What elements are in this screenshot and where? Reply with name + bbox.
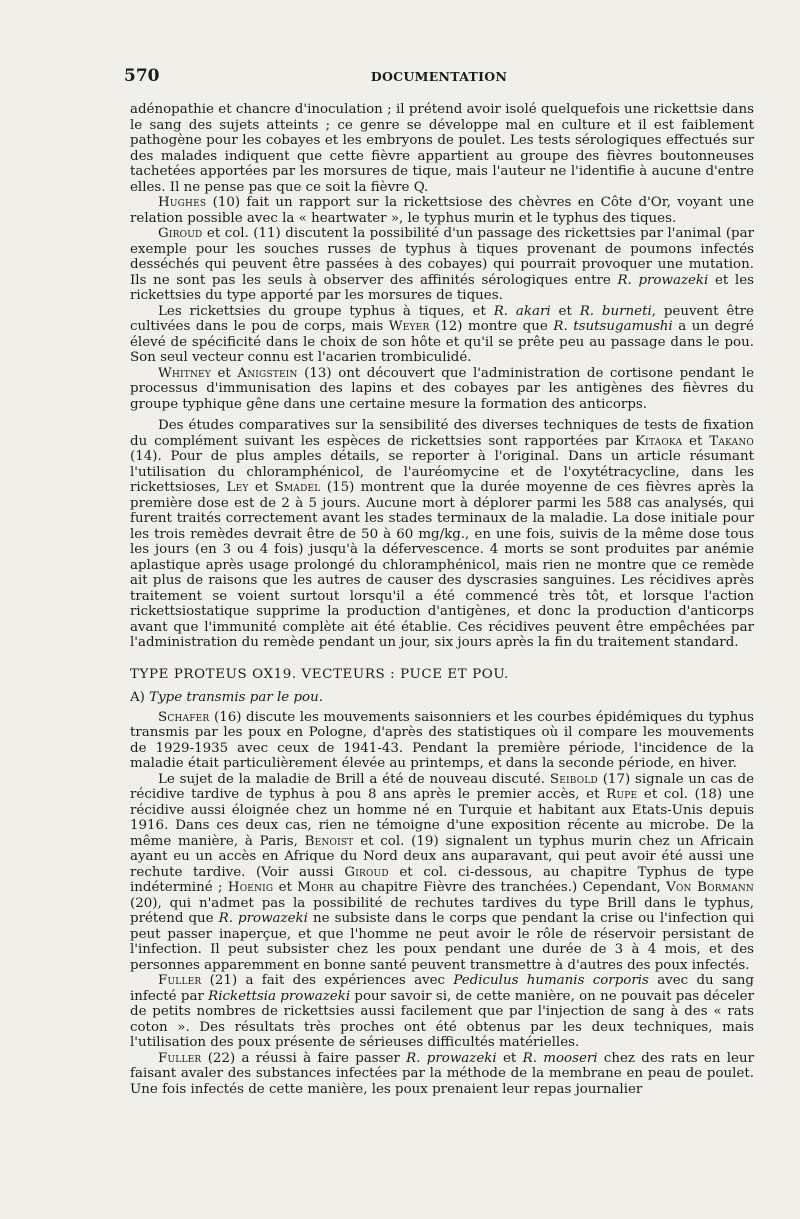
author-name: Whitney <box>158 365 211 381</box>
paragraph-text: adénopathie et chancre d'inoculation ; il prétend avoir isolé quelquefois une rickettsie dans le sang des sujets atteints ; ce genre se développe mal en culture et il est faiblement pathogène pour les cobayes et les embryons de poulet. Les tests sérologiques effectués sur des malades indiquent que cette fièvre appartient au groupe des fièvres boutonneuses tachetées apportées par les morsures de tique, mais l'auteur ne l'identifie à aucune d'entre elles. Il ne pense pas que ce soit la fièvre Q. <box>130 102 754 195</box>
paragraph-fuller-21 <box>130 973 754 1051</box>
paragraph-text: et <box>210 365 238 381</box>
author-name: Fuller <box>158 1050 202 1066</box>
paragraph-weyer <box>130 304 754 366</box>
author-name: Takano <box>709 433 754 449</box>
paragraph-giroud <box>130 226 754 304</box>
paragraph-text: a un degré élevé de spécificité dans le choix de son hôte et qu'il se prête peu au passage dans le pou. Son seul vecteur connu est l'acarien trombiculidé. <box>130 319 754 365</box>
paragraph-text: (10) fait un rapport sur la rickettsiose des chèvres en Côte d'Or, voyant une relation possible avec la « heartwater », le typhus murin et le typhus des tiques. <box>130 195 754 226</box>
author-name: Rupe <box>606 787 638 802</box>
author-name: Seibold <box>549 771 598 787</box>
author-name: Ley <box>226 480 249 495</box>
author-name: Kitaoka <box>634 433 683 449</box>
author-name: Anigstein <box>237 365 298 381</box>
author-name: Weyer <box>388 319 430 334</box>
paragraph-text: et <box>248 480 275 495</box>
paragraph-hughes <box>130 195 754 226</box>
paragraph-text: , peuvent être cultivées dans le pou de corps, mais <box>130 303 754 334</box>
species-name: Rickettsia prowazeki <box>208 988 351 1004</box>
paragraph-text: (13) ont découvert que l'administration de cortisone pendant le processus d'immunisation des lapins et des cobayes par les antigènes des fièvres du groupe typhique gêne dans une certaine mesure la formation des anticorps. <box>130 365 754 412</box>
species-name: Pediculus humanis corporis <box>453 973 649 988</box>
paragraph-text: chez des rats en leur faisant avaler des substances infectées par la méthode de la membrane en peau de poulet. Une fois infectés de cette manière, les poux prenaient leur repas journalier <box>130 1050 754 1097</box>
subsection-title: Type transmis par le pou. <box>149 690 323 705</box>
paragraph-text: (17) signale un cas de récidive tardive de typhus à pou 8 ans après le premier accès, et <box>130 771 754 802</box>
paragraph-text: et <box>273 880 298 895</box>
author-name: Giroud <box>344 864 389 880</box>
paragraph-text: (14). Pour de plus amples détails, se reporter à l'original. Dans un article résumant l'utilisation du chloramphénicol, de l'auréomycine et de l'oxytétracycline, dans les rickettsioses, <box>130 449 754 495</box>
paragraph-text: (22) a réussi à faire passer <box>201 1050 407 1066</box>
paragraph-text: pour savoir si, de cette manière, on ne pouvait pas déceler de petits nombres de rickettsies aussi facilement que par l'injection de sang à des « rats coton ». Des résultats très proches ont été obtenus par les deux techniques, mais l'utilisation des poux présente de sérieuses difficultés matérielles. <box>130 988 755 1050</box>
paragraph-schafer <box>130 710 754 772</box>
species-name: R. tsutsugamushi <box>553 319 673 334</box>
paragraph-text: et <box>550 303 580 319</box>
species-name: R. prowazeki <box>406 1050 497 1066</box>
paragraph-text: (12) montre que <box>429 319 554 334</box>
species-name: R. prowazeki <box>218 911 308 926</box>
author-name: Von Bormann <box>666 880 755 895</box>
body-text <box>130 102 754 1097</box>
running-head: DOCUMENTATION <box>370 69 508 84</box>
paragraph-continuation <box>130 102 754 195</box>
paragraph-text: (16) discute les mouvements saisonniers et les courbes épidémiques du typhus transmis par les poux en Pologne, d'après des statistiques où il compare les mouvements de 1929-1935 avec ceux de 1941-43. Pendant la première période, l'incidence de la maladie était particulièrement élevée au printemps, et dans la seconde période, en hiver. <box>130 709 754 771</box>
author-name: Mohr <box>297 880 334 895</box>
paragraph-text: et <box>682 433 710 449</box>
author-name: Benoist <box>304 833 354 849</box>
paragraph-text: et col. (19) signalent un typhus murin chez un Africain ayant eu un accès en Afrique du Nord deux ans auparavant, qui peut avoir été aussi une rechute tardive. (Voir aussi <box>130 833 754 880</box>
page-header <box>124 66 754 88</box>
paragraph-text: et col. ci-dessous, au chapitre Typhus de type indéterminé ; <box>130 864 754 895</box>
paragraph-text: et col. (18) une récidive aussi éloignée chez un homme né en Turquie et habitant aux Etats-Unis depuis 1916. Dans ces deux cas, rien ne témoigne d'une exposition récente au microbe. De la même manière, à Paris, <box>130 787 754 849</box>
author-name: Schafer <box>158 709 210 725</box>
subsection-heading <box>130 690 754 706</box>
species-name: R. akari <box>493 303 551 319</box>
paragraph-brill <box>130 772 754 974</box>
paragraph-kitaoka <box>130 418 754 651</box>
paragraph-text: (15) montrent que la durée moyenne de ces fièvres après la première dose est de 2 à 5 jours. Aucune mort à déplorer parmi les 588 cas analysés, qui furent traités correctement avant les stades terminaux de la maladie. La dose initiale pour les trois remèdes devrait être de 50 à 60 mg/kg., en une fois, suivis de la même dose tous les jours (en 3 ou 4 fois) jusqu'à la défervescence. 4 morts se sont produites par anémie aplastique après usage prolongé du chloramphénicol, mais rien ne montre que ce remède ait plus de raisons que les autres de causer des dyscrasies sanguines. Les récidives après traitement se voient surtout lorsqu'il a été commencé très tôt, et lorsque l'action rickettsiostatique supprime la production d'antigènes, et donc la production d'anticorps avant que l'immunité complète ait été établie. Ces récidives peuvent être empêchées par l'administration du remède pendant un jour, six jours après la fin du traitement standard. <box>130 480 754 650</box>
paragraph-text: Les rickettsies du groupe typhus à tiques, et <box>158 303 494 319</box>
author-name: Hughes <box>158 195 207 210</box>
paragraph-text: ne subsiste dans le corps que pendant la crise ou l'infection qui peut passer inaperçue, et que l'homme ne peut avoir le rôle de réservoir persistant de l'infection. Il peut subsister chez les poux pendant une durée de 3 à 4 mois, et des personnes apparemment en bonne santé peuvent transmettre à d'autres des poux infectés. <box>130 911 754 973</box>
paragraph-text: et les rickettsies du type apporté par les morsures de tiques. <box>130 272 755 303</box>
paragraph-fuller-22 <box>130 1051 754 1098</box>
species-name: R. prowazeki <box>617 272 709 288</box>
paragraph-text: Des études comparatives sur la sensibilité des diverses techniques de tests de fixation du complément suivant les espèces de rickettsies sont rapportées par <box>130 418 754 449</box>
author-name: Smadel <box>274 480 321 495</box>
author-name: Hoenig <box>227 880 274 895</box>
species-name: R. mooseri <box>522 1050 598 1066</box>
section-heading: TYPE PROTEUS OX19. VECTEURS : PUCE ET POU. <box>130 666 509 682</box>
subsection-label: A) <box>130 690 145 705</box>
paragraph-text: avec du sang infecté par <box>130 973 755 1004</box>
paragraph-text: et col. (11) discutent la possibilité d'un passage des rickettsies par l'animal (par exemple pour les souches russes de typhus à tiques provenant de poumons infectés desséchés qui peuvent être passées à des cobayes) qui pourrait provoquer une mutation. Ils ne sont pas les seuls à observer des affinités sérologiques entre <box>130 226 754 288</box>
page-number: 570 <box>124 66 160 86</box>
paragraph-text: et <box>496 1050 523 1066</box>
paragraph-whitney <box>130 366 754 413</box>
paragraph-text: Le sujet de la maladie de Brill a été de nouveau discuté. <box>158 771 550 787</box>
paragraph-text: (21) a fait des expériences avec <box>201 973 454 988</box>
author-name: Fuller <box>158 973 202 988</box>
paragraph-text: (20), qui n'admet pas la possibilité de rechutes tardives du type Brill dans le typhus, prétend que <box>130 895 754 926</box>
author-name: Giroud <box>158 226 203 241</box>
paragraph-text: au chapitre Fièvre des tranchées.) Cependant, <box>333 880 667 895</box>
species-name: R. burneti <box>579 303 652 319</box>
